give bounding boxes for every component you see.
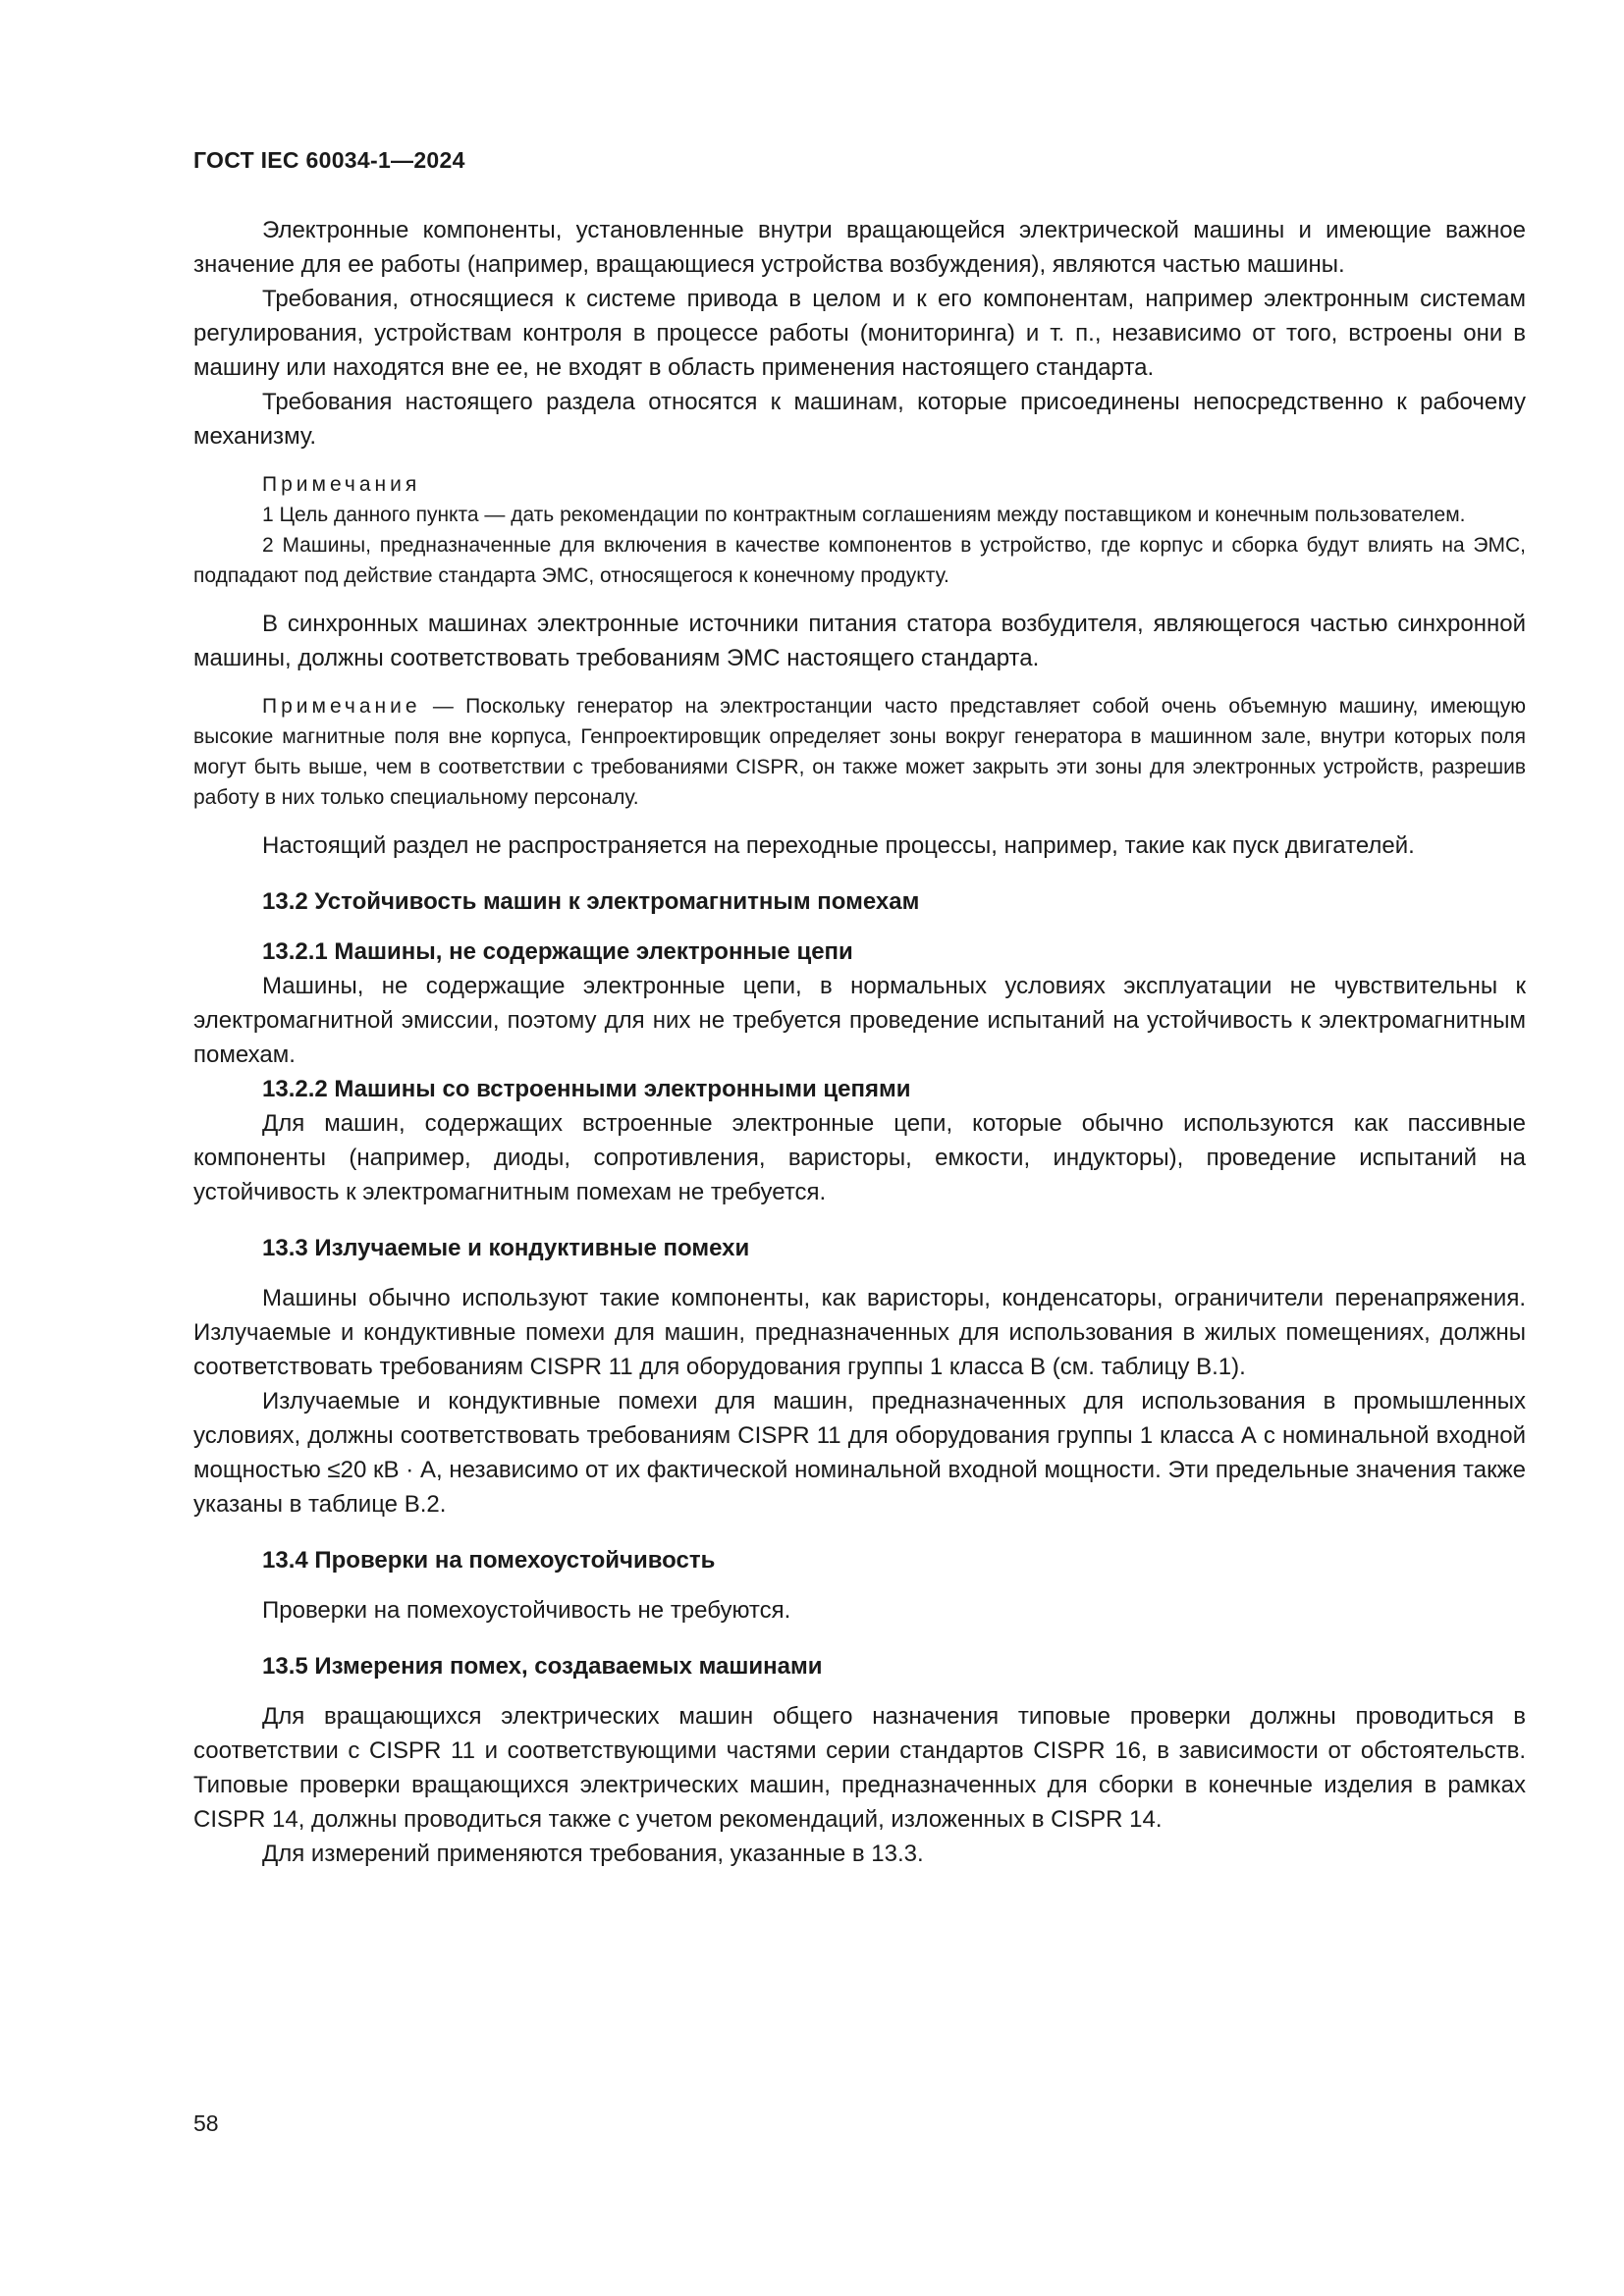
paragraph: Требования настоящего раздела относятся к машинам, которые присоединены непосредственно к рабочему механизму. (193, 389, 1526, 450)
note-text: — Поскольку генератор на электростанции часто представляет собой очень объемную машину, имеющую высокие магнитные поля вне корпуса, Генпроектировщик определяет зоны вокруг генератора в машинном зале, внутри которых поля могут быть выше, чем в соответствии с требованиями CISPR, он также может закрыть эти зоны для электронных устройств, разрешив работу в них только специальному персоналу. (193, 695, 1526, 809)
paragraph: Для вращающихся электрических машин общего назначения типовые проверки должны проводиться в соответствии с CISPR 11 и соответствующими частями серии стандартов CISPR 16, в зависимости от обстоятельств. Типовые проверки вращающихся электрических машин, предназначенных для сборки в конечные изделия в рамках CISPR 14, должны проводиться также с учетом рекомендаций, изложенных в CISPR 14. (193, 1703, 1526, 1833)
note: 2 Машины, предназначенные для включения в качестве компонентов в устройство, где корпус и сборка будут влиять на ЭМС, подпадают под действие стандарта ЭМС, относящегося к конечному продукту. (193, 534, 1526, 587)
paragraph: Машины обычно используют такие компоненты, как варисторы, конденсаторы, ограничители перенапряжения. Излучаемые и кондуктивные помехи для машин, предназначенных для использования в жилых помещениях, должны соответствовать требованиям CISPR 11 для оборудования группы 1 класса В (см. таблицу В.1). (193, 1285, 1526, 1380)
subsection-heading: 13.2.1 Машины, не содержащие электронные цепи (262, 938, 853, 965)
note-label: Примечание (262, 695, 421, 718)
subsection-heading: 13.2.2 Машины со встроенными электронными цепями (262, 1076, 911, 1102)
paragraph: Электронные компоненты, установленные внутри вращающейся электрической машины и имеющие важное значение для ее работы (например, вращающиеся устройства возбуждения), являются частью машины. (193, 217, 1526, 278)
section-heading: 13.4 Проверки на помехоустойчивость (262, 1547, 716, 1574)
section-heading: 13.2 Устойчивость машин к электромагнитным помехам (262, 888, 920, 915)
notes-heading: Примечания (262, 473, 421, 496)
document-page (193, 147, 1526, 1871)
page-number: 58 (193, 2110, 219, 2136)
section-heading: 13.3 Излучаемые и кондуктивные помехи (262, 1235, 750, 1261)
paragraph: Настоящий раздел не распространяется на переходные процессы, например, такие как пуск двигателей. (262, 832, 1415, 859)
section-heading: 13.5 Измерения помех, создаваемых машинами (262, 1653, 823, 1680)
note (193, 691, 1526, 813)
paragraph: Машины, не содержащие электронные цепи, в нормальных условиях эксплуатации не чувствительны к электромагнитной эмиссии, поэтому для них не требуется проведение испытаний на устойчивость к электромагнитным помехам. (193, 973, 1526, 1068)
paragraph: В синхронных машинах электронные источники питания статора возбудителя, являющегося частью синхронной машины, должны соответствовать требованиям ЭМС настоящего стандарта. (193, 611, 1526, 671)
document-header: ГОСТ IEC 60034-1—2024 (193, 147, 465, 173)
paragraph: Излучаемые и кондуктивные помехи для машин, предназначенных для использования в промышленных условиях, должны соответствовать требованиям CISPR 11 для оборудования группы 1 класса А с номинальной входной мощностью ≤20 кВ · А, независимо от их фактической номинальной входной мощности. Эти предельные значения также указаны в таблице В.2. (193, 1388, 1526, 1518)
paragraph: Для измерений применяются требования, указанные в 13.3. (262, 1841, 924, 1867)
note: 1 Цель данного пункта — дать рекомендации по контрактным соглашениям между поставщиком и конечным пользователем. (262, 504, 1466, 526)
paragraph: Требования, относящиеся к системе привода в целом и к его компонентам, например электронным системам регулирования, устройствам контроля в процессе работы (мониторинга) и т. п., независимо от того, встроены они в машину или находятся вне ее, не входят в область применения настоящего стандарта. (193, 286, 1526, 381)
paragraph: Для машин, содержащих встроенные электронные цепи, которые обычно используются как пассивные компоненты (например, диоды, сопротивления, варисторы, емкости, индукторы), проведение испытаний на устойчивость к электромагнитным помехам не требуется. (193, 1110, 1526, 1205)
paragraph: Проверки на помехоустойчивость не требуются. (262, 1597, 791, 1624)
